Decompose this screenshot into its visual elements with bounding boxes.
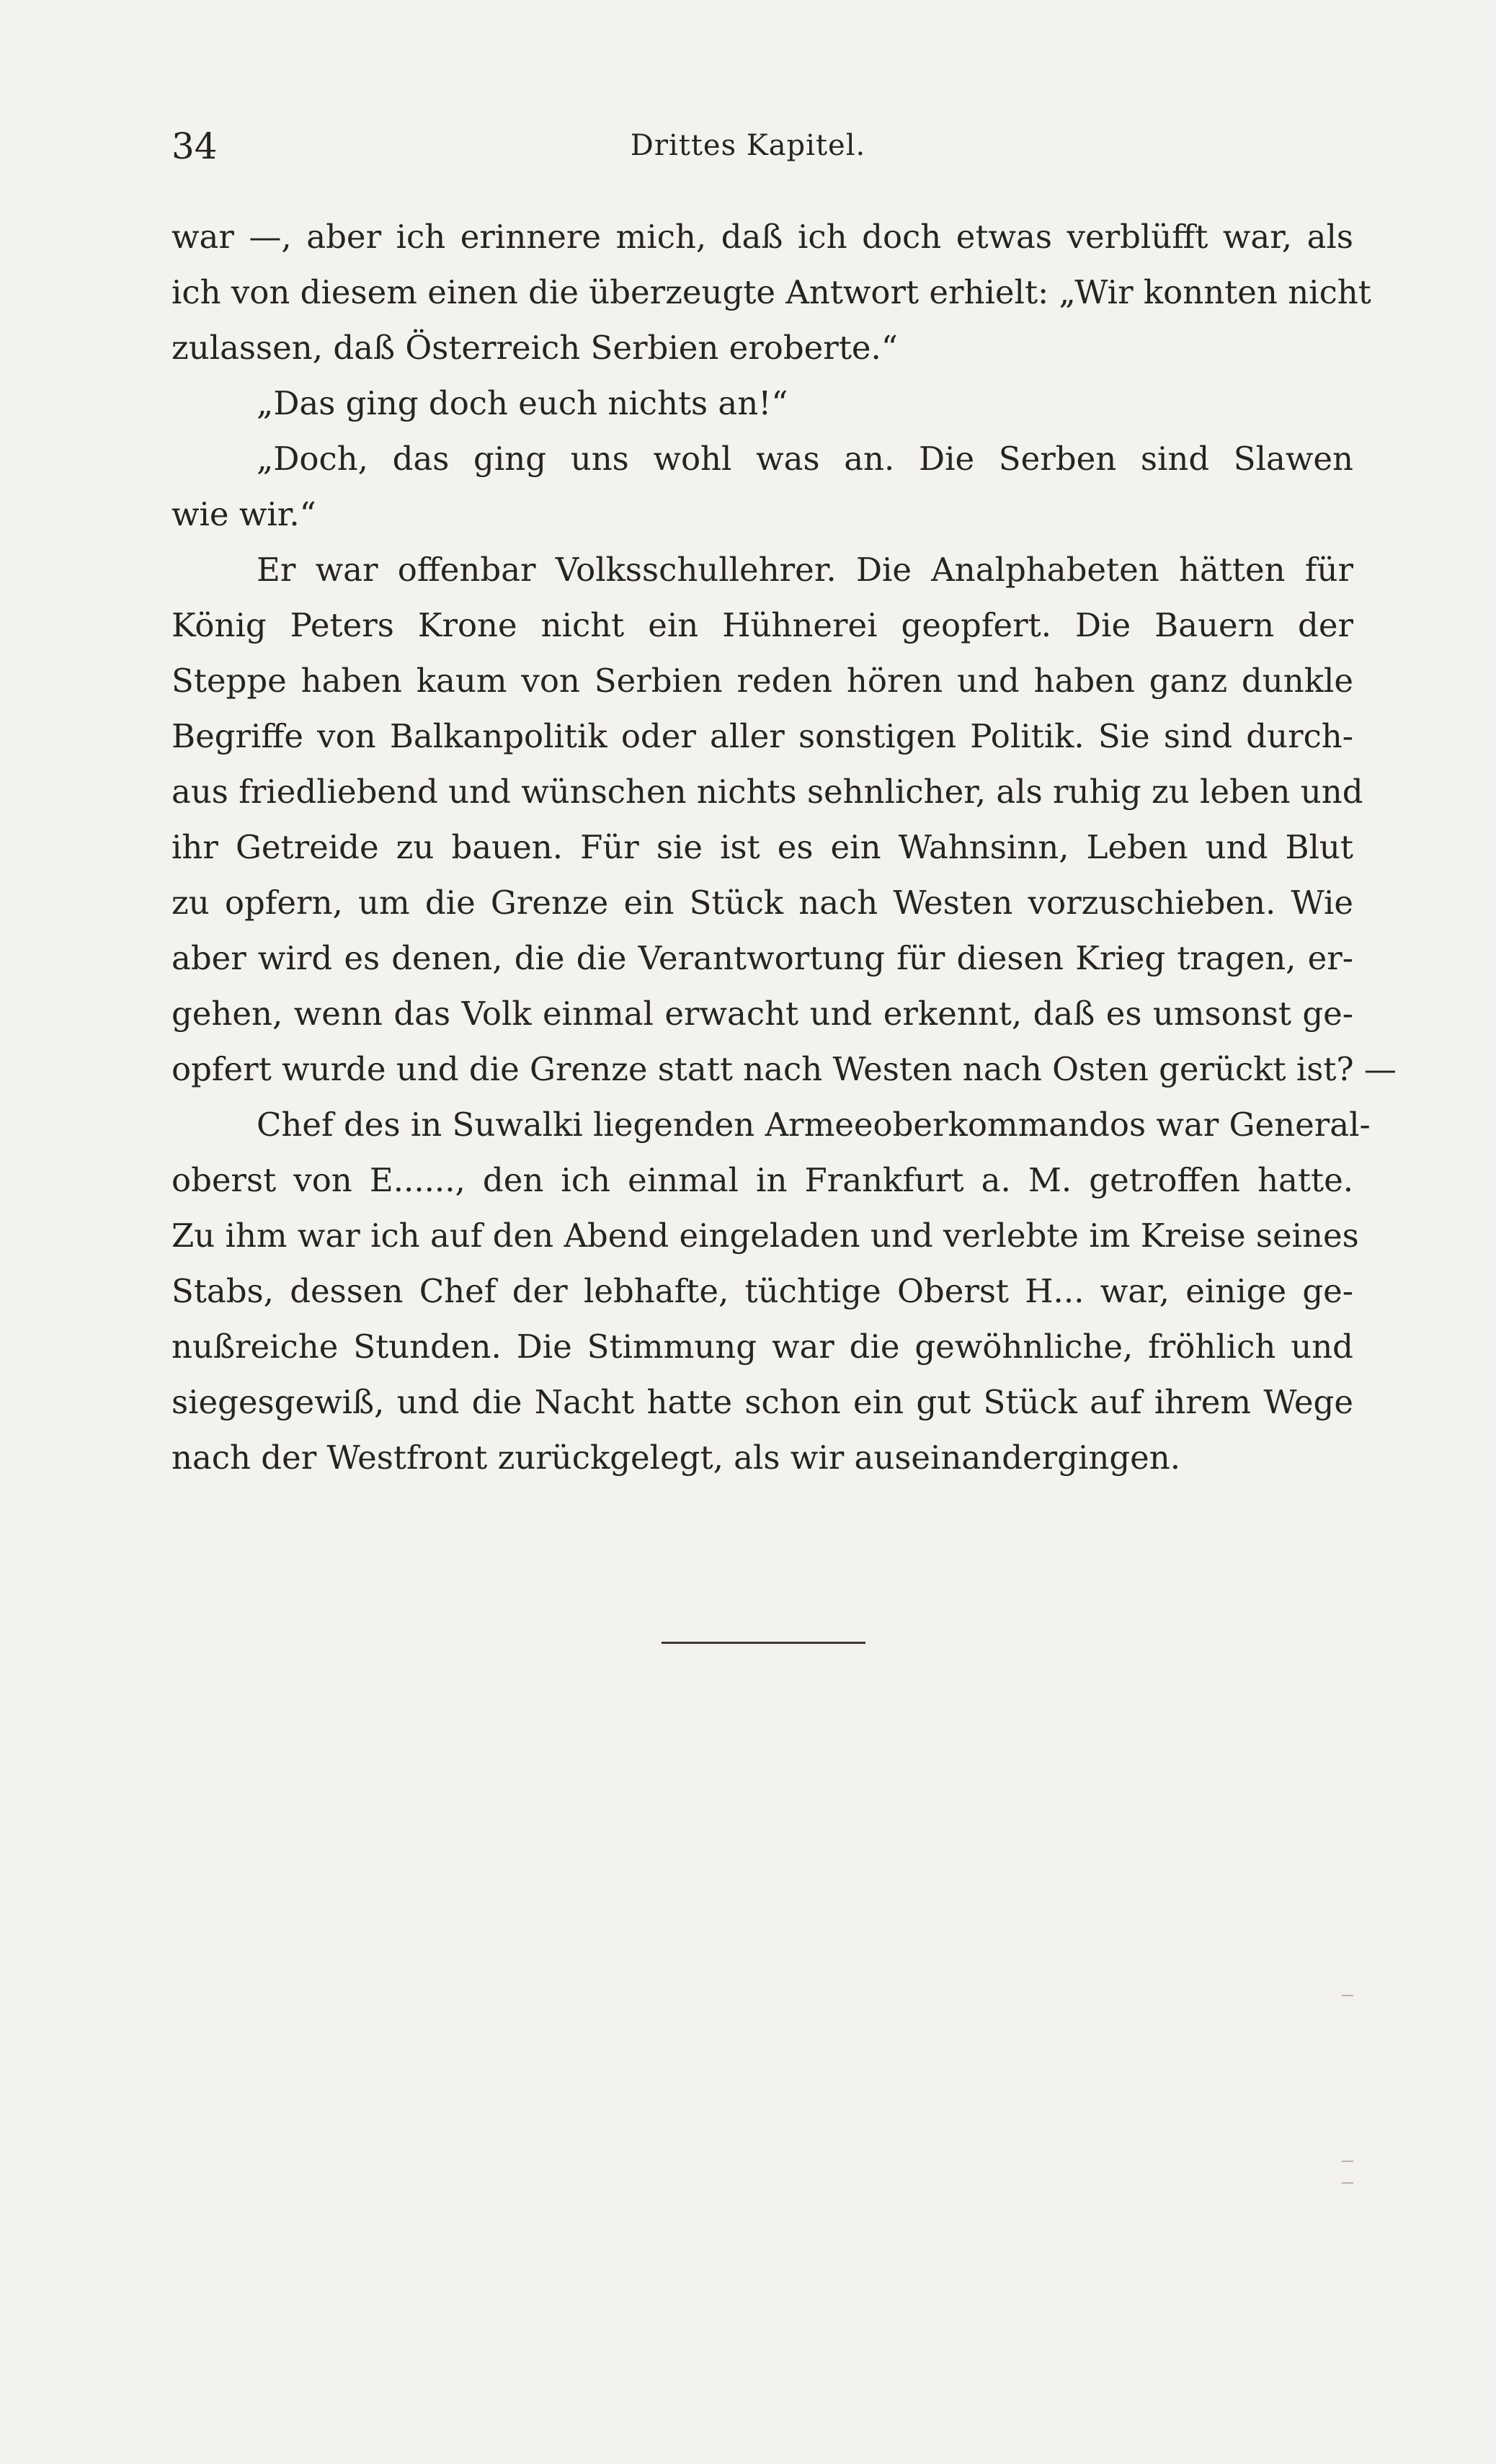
chapter-end-rule: [662, 1642, 865, 1644]
text-line: siegesgewiß, und die Nacht hatte schon ein gut Stück auf ihrem Wege: [172, 1383, 1353, 1421]
text-line: Er war offenbar Volksschullehrer. Die Analphabeten hätten für: [257, 551, 1353, 589]
text-line: opfert wurde und die Grenze statt nach Westen nach Osten gerückt ist? —: [172, 1050, 1397, 1088]
body-text: [172, 209, 1397, 1485]
text-line: gehen, wenn das Volk einmal erwacht und erkennt, daß es umsonst ge-: [172, 995, 1353, 1033]
margin-speck: [1342, 2161, 1353, 2162]
text-line: aber wird es denen, die die Verantwortung für diesen Krieg tragen, er-: [172, 939, 1353, 977]
margin-speck: [1342, 2182, 1353, 2184]
text-line: nußreiche Stunden. Die Stimmung war die gewöhnliche, fröhlich und: [172, 1327, 1353, 1366]
text-line: wie wir.“: [172, 495, 316, 533]
page-number: 34: [172, 125, 218, 167]
text-line: oberst von E......, den ich einmal in Frankfurt a. M. getroffen hatte.: [172, 1161, 1353, 1199]
text-line: war —, aber ich erinnere mich, daß ich doch etwas verblüfft war, als: [172, 218, 1353, 256]
text-line: Steppe haben kaum von Serbien reden hören und haben ganz dunkle: [172, 662, 1353, 700]
text-line: Zu ihm war ich auf den Abend eingeladen und verlebte im Kreise seines: [172, 1217, 1359, 1255]
text-line: Stabs, dessen Chef der lebhafte, tüchtige Oberst H... war, einige ge-: [172, 1272, 1353, 1310]
text-line: Begriffe von Balkanpolitik oder aller sonstigen Politik. Sie sind durch-: [172, 717, 1353, 755]
text-line: Chef des in Suwalki liegenden Armeeoberkommandos war General-: [257, 1106, 1371, 1144]
text-line: „Das ging doch euch nichts an!“: [257, 384, 788, 422]
text-line: zu opfern, um die Grenze ein Stück nach Westen vorzuschieben. Wie: [172, 884, 1353, 922]
text-line: zulassen, daß Österreich Serbien eroberte.“: [172, 329, 898, 367]
text-line: aus friedliebend und wünschen nichts sehnlicher, als ruhig zu leben und: [172, 773, 1363, 811]
text-line: nach der Westfront zurückgelegt, als wir auseinandergingen.: [172, 1438, 1181, 1477]
running-head: Drittes Kapitel.: [630, 129, 866, 162]
margin-speck: [1342, 1995, 1353, 1996]
text-line: ihr Getreide zu bauen. Für sie ist es ein Wahnsinn, Leben und Blut: [172, 828, 1353, 866]
text-line: König Peters Krone nicht ein Hühnerei geopfert. Die Bauern der: [172, 606, 1353, 644]
text-line: ich von diesem einen die überzeugte Antwort erhielt: „Wir konnten nicht: [172, 273, 1371, 311]
text-line: „Doch, das ging uns wohl was an. Die Serben sind Slawen: [257, 440, 1353, 478]
